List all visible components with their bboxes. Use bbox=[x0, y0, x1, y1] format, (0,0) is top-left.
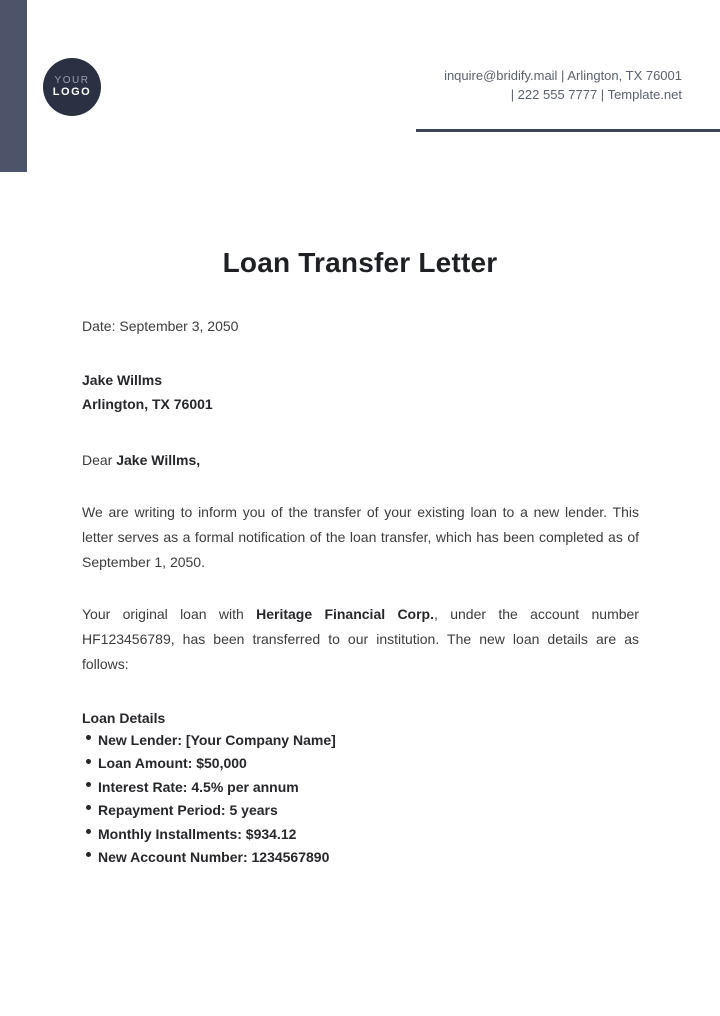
company-logo bbox=[43, 58, 101, 116]
list-item bbox=[82, 823, 639, 846]
paragraph-2-prefix: Your original loan with bbox=[82, 606, 257, 622]
paragraph-2-company-name: Heritage Financial Corp. bbox=[256, 606, 434, 622]
logo-text-logo: LOGO bbox=[52, 86, 92, 99]
paragraph-2 bbox=[82, 602, 639, 677]
header-divider-rule bbox=[416, 129, 720, 132]
salutation-name: Jake Willms, bbox=[116, 452, 201, 468]
loan-details-list bbox=[82, 729, 639, 869]
salutation-prefix: Dear bbox=[82, 452, 117, 468]
accent-bar bbox=[0, 0, 27, 172]
bullet-dot-icon bbox=[86, 759, 91, 764]
paragraph-2-suffix: , under the account number HF123456789, has been transferred to our institution. The new loan details are as follows: bbox=[82, 606, 639, 672]
bullet-dot-icon bbox=[86, 829, 91, 834]
contact-line-2: | 222 555 7777 | Template.net bbox=[510, 87, 682, 102]
bullet-dot-icon bbox=[86, 782, 91, 787]
bullet-dot-icon bbox=[86, 805, 91, 810]
recipient-address: Arlington, TX 76001 bbox=[82, 396, 213, 412]
recipient-block bbox=[82, 368, 639, 416]
list-item bbox=[82, 799, 639, 822]
salutation bbox=[82, 448, 639, 472]
loan-details-heading: Loan Details bbox=[82, 710, 166, 726]
list-item-text: New Account Number: 1234567890 bbox=[98, 849, 330, 866]
list-item bbox=[82, 846, 639, 869]
list-item bbox=[82, 752, 639, 775]
list-item-text: Loan Amount: $50,000 bbox=[98, 755, 247, 772]
list-item-text: Repayment Period: 5 years bbox=[98, 802, 278, 819]
list-item-text: Monthly Installments: $934.12 bbox=[98, 825, 297, 842]
letter-title: Loan Transfer Letter bbox=[222, 247, 498, 278]
header-contact-info bbox=[444, 66, 682, 104]
recipient-name: Jake Willms bbox=[82, 372, 163, 388]
paragraph-1: We are writing to inform you of the transfer of your existing loan to a new lender. This letter serves as a formal notification of the loan transfer, which has been completed as of September 1, 2050. bbox=[82, 504, 639, 570]
bullet-dot-icon bbox=[86, 735, 91, 740]
date-line: Date: September 3, 2050 bbox=[82, 318, 239, 334]
list-item bbox=[82, 729, 639, 752]
bullet-dot-icon bbox=[86, 852, 91, 857]
list-item-text: Interest Rate: 4.5% per annum bbox=[98, 778, 299, 795]
list-item bbox=[82, 776, 639, 799]
logo-text-your: YOUR bbox=[54, 74, 90, 86]
contact-line-1: inquire@bridify.mail | Arlington, TX 76001 bbox=[444, 68, 682, 83]
list-item-text: New Lender: [Your Company Name] bbox=[98, 732, 336, 748]
